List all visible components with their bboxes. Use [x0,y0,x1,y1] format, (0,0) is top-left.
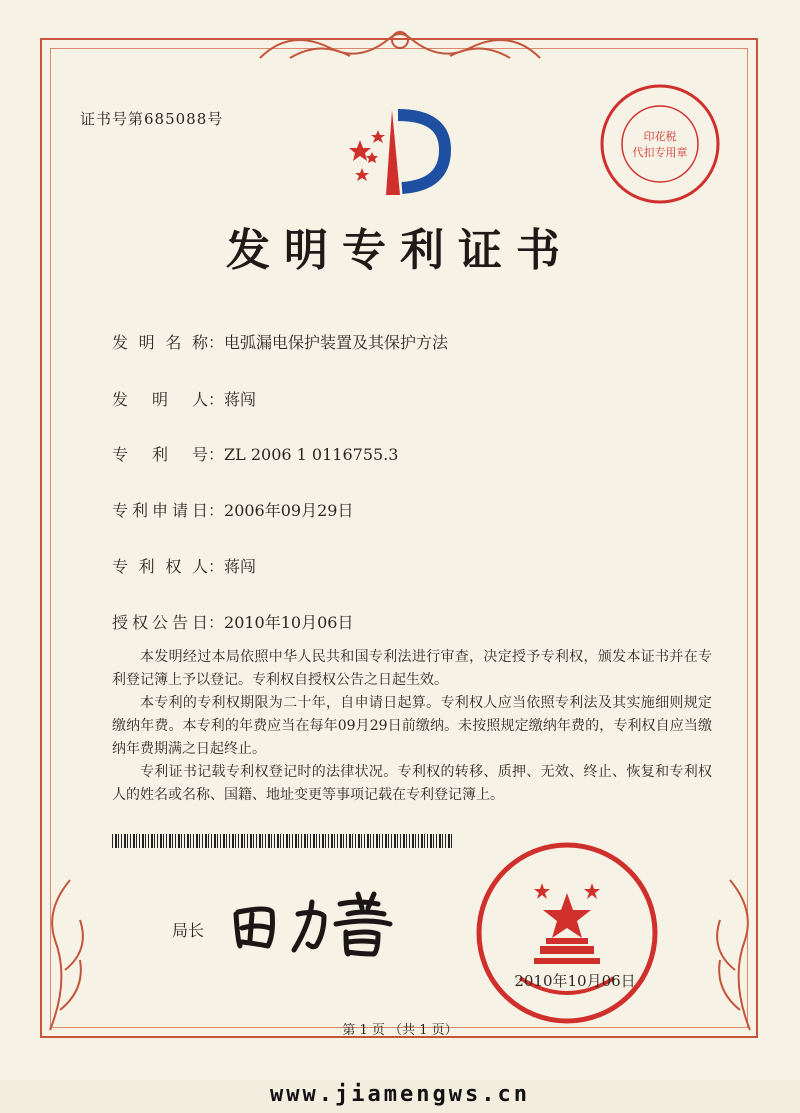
field-invention-name: 发明名称：电弧漏电保护装置及其保护方法 [112,330,448,353]
field-value: 蒋闯 [224,390,257,409]
tax-stamp [596,80,724,208]
field-label: 发明名称 [112,333,208,352]
top-ornament [250,18,550,78]
field-application-date: 专利申请日：2006年09月29日 [112,498,353,521]
bottom-right-ornament [680,860,760,1040]
svg-text:印花税: 印花税 [643,130,677,143]
field-label: 专利权人 [112,557,208,576]
paragraph-legal-status: 专利证书记载专利权登记时的法律状况。专利权的转移、质押、无效、终止、恢复和专利权人的姓名或名称、国籍、地址变更等事项记载在专利登记簿上。 [112,764,712,803]
field-value: 2010年10月06日 [224,613,354,632]
paragraph-term: 本专利的专利权期限为二十年，自申请日起算。专利权人应当依照专利法及其实施细则规定缴纳年费。本专利的年费应当在每年09月29日前缴纳。未按照规定缴纳年费的，专利权自应当缴纳年费期满之日起终止。 [112,695,712,757]
paragraph-grant: 本发明经过本局依照中华人民共和国专利法进行审查，决定授予专利权，颁发本证书并在专利登记簿上予以登记。专利权自授权公告之日起生效。 [112,649,712,688]
svg-text:代扣专用章: 代扣专用章 [632,146,688,159]
patent-office-logo [340,100,460,200]
official-seal [472,838,662,1028]
page-number: 第 1 页 （共 1 页） [342,1023,458,1038]
field-value: 2006年09月29日 [224,501,354,520]
field-patent-number: 专利号：ZL 2006 1 0116755.3 [112,442,398,465]
barcode [112,834,452,848]
certificate-title: 发明专利证书 [226,225,574,276]
field-grant-date: 授权公告日：2010年10月06日 [112,610,353,633]
field-inventor: 发明人：蒋闯 [112,387,256,410]
certificate-number: 证书号第685088号 [80,110,224,128]
seal-date: 2010年10月06日 [514,972,636,990]
bottom-left-ornament [40,860,120,1040]
director-signature [228,884,398,964]
field-value: 电弧漏电保护装置及其保护方法 [224,333,449,352]
field-label: 发明人 [112,390,208,409]
field-value: 蒋闯 [224,557,257,576]
website-watermark: www.jiamengws.cn [270,1082,530,1107]
field-label: 授权公告日 [112,613,208,632]
field-patentee: 专利权人：蒋闯 [112,554,256,577]
field-label: 专利申请日 [112,501,208,520]
field-label: 专利号 [112,445,208,464]
field-value: ZL 2006 1 0116755.3 [224,445,399,464]
director-label: 局长 [172,921,205,940]
